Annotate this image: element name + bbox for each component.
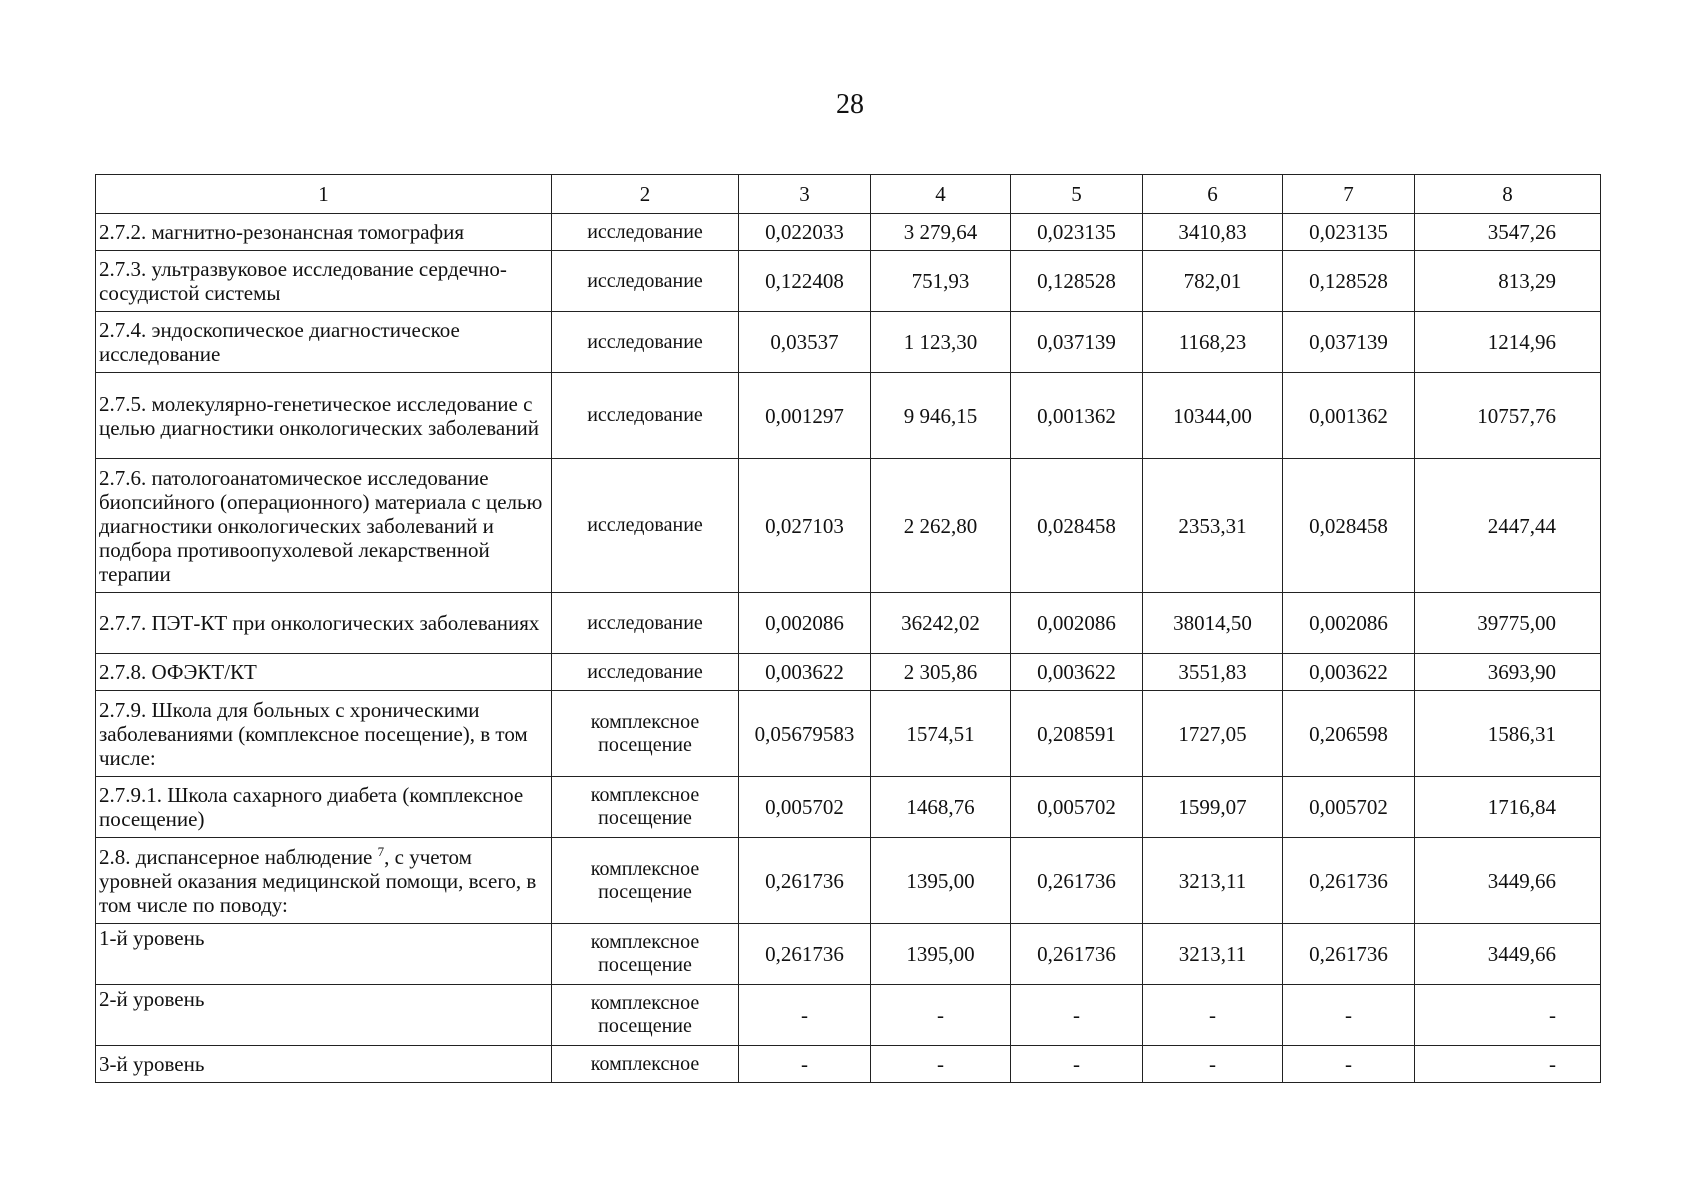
value-cell: 10344,00 bbox=[1143, 373, 1283, 459]
value-cell: 0,001362 bbox=[1283, 373, 1415, 459]
table-row bbox=[96, 924, 1601, 985]
value-cell: 39775,00 bbox=[1415, 593, 1601, 654]
value-cell: 1586,31 bbox=[1415, 691, 1601, 777]
column-header: 8 bbox=[1415, 175, 1601, 214]
column-header: 2 bbox=[552, 175, 739, 214]
value-cell: 0,001362 bbox=[1011, 373, 1143, 459]
value-cell: 3693,90 bbox=[1415, 654, 1601, 691]
table-row bbox=[96, 593, 1601, 654]
row-name: 2-й уровень bbox=[96, 985, 552, 1046]
value-cell: - bbox=[1011, 985, 1143, 1046]
row-name-start: 2.8. диспансерное наблюдение bbox=[99, 844, 378, 869]
value-cell: 0,261736 bbox=[1283, 924, 1415, 985]
row-name: 2.7.9.1. Школа сахарного диабета (комплексное посещение) bbox=[96, 777, 552, 838]
value-cell: 0,261736 bbox=[1011, 838, 1143, 924]
table-row bbox=[96, 1046, 1601, 1083]
value-cell: 751,93 bbox=[871, 251, 1011, 312]
row-unit: комплексное посещение bbox=[552, 924, 739, 985]
value-cell: - bbox=[1283, 985, 1415, 1046]
value-cell: 9 946,15 bbox=[871, 373, 1011, 459]
value-cell: 0,037139 bbox=[1011, 312, 1143, 373]
row-name: 2.7.3. ультразвуковое исследование сердечно-сосудистой системы bbox=[96, 251, 552, 312]
row-unit: комплексное посещение bbox=[552, 777, 739, 838]
value-cell: - bbox=[1415, 1046, 1601, 1083]
row-name: 2.7.6. патологоанатомическое исследование биопсийного (операционного) материала с целью диагностики онкологических заболеваний и подбора противоопухолевой лекарственной терапии bbox=[96, 459, 552, 593]
value-cell: 0,261736 bbox=[739, 838, 871, 924]
table-row bbox=[96, 985, 1601, 1046]
value-cell: 0,001297 bbox=[739, 373, 871, 459]
column-header: 6 bbox=[1143, 175, 1283, 214]
row-unit: комплексное посещение bbox=[552, 691, 739, 777]
value-cell: 0,261736 bbox=[1011, 924, 1143, 985]
row-name: 2.7.8. ОФЭКТ/КТ bbox=[96, 654, 552, 691]
value-cell: 0,05679583 bbox=[739, 691, 871, 777]
value-cell: 38014,50 bbox=[1143, 593, 1283, 654]
column-header: 5 bbox=[1011, 175, 1143, 214]
value-cell: 1468,76 bbox=[871, 777, 1011, 838]
value-cell: 0,003622 bbox=[1011, 654, 1143, 691]
value-cell: 0,022033 bbox=[739, 214, 871, 251]
table-row bbox=[96, 214, 1601, 251]
value-cell: 0,208591 bbox=[1011, 691, 1143, 777]
row-unit: исследование bbox=[552, 593, 739, 654]
value-cell: 0,261736 bbox=[1283, 838, 1415, 924]
value-cell: 0,128528 bbox=[1283, 251, 1415, 312]
value-cell: 782,01 bbox=[1143, 251, 1283, 312]
value-cell: 2 305,86 bbox=[871, 654, 1011, 691]
value-cell: - bbox=[871, 985, 1011, 1046]
table-row bbox=[96, 373, 1601, 459]
column-header: 1 bbox=[96, 175, 552, 214]
row-name: 2.7.5. молекулярно-генетическое исследование с целью диагностики онкологических заболеваний bbox=[96, 373, 552, 459]
value-cell: - bbox=[1283, 1046, 1415, 1083]
value-cell: 0,002086 bbox=[1011, 593, 1143, 654]
value-cell: 2 262,80 bbox=[871, 459, 1011, 593]
value-cell: 1599,07 bbox=[1143, 777, 1283, 838]
value-cell: 3551,83 bbox=[1143, 654, 1283, 691]
value-cell: - bbox=[1415, 985, 1601, 1046]
column-number-row bbox=[96, 175, 1601, 214]
tariff-table bbox=[95, 174, 1601, 1083]
row-name: 2.7.2. магнитно-резонансная томография bbox=[96, 214, 552, 251]
value-cell: 0,005702 bbox=[1011, 777, 1143, 838]
value-cell: 1214,96 bbox=[1415, 312, 1601, 373]
row-unit: комплексное посещение bbox=[552, 985, 739, 1046]
value-cell: 0,003622 bbox=[1283, 654, 1415, 691]
row-unit: исследование bbox=[552, 214, 739, 251]
value-cell: 0,023135 bbox=[1283, 214, 1415, 251]
value-cell: 0,002086 bbox=[1283, 593, 1415, 654]
value-cell: 0,023135 bbox=[1011, 214, 1143, 251]
table-row bbox=[96, 777, 1601, 838]
row-name: 2.7.4. эндоскопическое диагностическое исследование bbox=[96, 312, 552, 373]
value-cell: 1168,23 bbox=[1143, 312, 1283, 373]
value-cell: - bbox=[739, 985, 871, 1046]
value-cell: - bbox=[1011, 1046, 1143, 1083]
value-cell: 3213,11 bbox=[1143, 838, 1283, 924]
value-cell: 3410,83 bbox=[1143, 214, 1283, 251]
column-header: 7 bbox=[1283, 175, 1415, 214]
table-row bbox=[96, 312, 1601, 373]
value-cell: 1716,84 bbox=[1415, 777, 1601, 838]
value-cell: 1 123,30 bbox=[871, 312, 1011, 373]
value-cell: 0,005702 bbox=[739, 777, 871, 838]
row-unit: комплексное посещение bbox=[552, 838, 739, 924]
column-header: 3 bbox=[739, 175, 871, 214]
value-cell: 2353,31 bbox=[1143, 459, 1283, 593]
row-unit: исследование bbox=[552, 373, 739, 459]
value-cell: - bbox=[739, 1046, 871, 1083]
table-row bbox=[96, 654, 1601, 691]
value-cell: 3 279,64 bbox=[871, 214, 1011, 251]
value-cell: 0,027103 bbox=[739, 459, 871, 593]
value-cell: 3449,66 bbox=[1415, 838, 1601, 924]
value-cell: 0,261736 bbox=[739, 924, 871, 985]
table-row bbox=[96, 691, 1601, 777]
value-cell: 1395,00 bbox=[871, 838, 1011, 924]
row-unit: исследование bbox=[552, 251, 739, 312]
row-name: 2.7.7. ПЭТ-КТ при онкологических заболеваниях bbox=[96, 593, 552, 654]
row-name-end: , с учетом уровней оказания медицинской помощи, всего, в том числе по поводу: bbox=[99, 844, 537, 917]
value-cell: 0,128528 bbox=[1011, 251, 1143, 312]
footnote-mark: 7 bbox=[377, 843, 385, 859]
value-cell: - bbox=[1143, 985, 1283, 1046]
value-cell: 36242,02 bbox=[871, 593, 1011, 654]
value-cell: 0,028458 bbox=[1011, 459, 1143, 593]
value-cell: 3547,26 bbox=[1415, 214, 1601, 251]
row-unit: исследование bbox=[552, 654, 739, 691]
row-unit: комплексное bbox=[552, 1046, 739, 1083]
value-cell: 1574,51 bbox=[871, 691, 1011, 777]
value-cell: 0,122408 bbox=[739, 251, 871, 312]
value-cell: 0,028458 bbox=[1283, 459, 1415, 593]
value-cell: 0,037139 bbox=[1283, 312, 1415, 373]
row-unit: исследование bbox=[552, 459, 739, 593]
row-name: 2.7.9. Школа для больных с хроническими заболеваниями (комплексное посещение), в том числе: bbox=[96, 691, 552, 777]
value-cell: 0,003622 bbox=[739, 654, 871, 691]
value-cell: - bbox=[871, 1046, 1011, 1083]
table-row bbox=[96, 251, 1601, 312]
row-name: 1-й уровень bbox=[96, 924, 552, 985]
value-cell: 1395,00 bbox=[871, 924, 1011, 985]
value-cell: 2447,44 bbox=[1415, 459, 1601, 593]
value-cell: 0,002086 bbox=[739, 593, 871, 654]
value-cell: 3213,11 bbox=[1143, 924, 1283, 985]
row-name bbox=[96, 838, 552, 924]
value-cell: - bbox=[1143, 1046, 1283, 1083]
table-row bbox=[96, 459, 1601, 593]
value-cell: 1727,05 bbox=[1143, 691, 1283, 777]
value-cell: 813,29 bbox=[1415, 251, 1601, 312]
row-name: 3-й уровень bbox=[96, 1046, 552, 1083]
table-row bbox=[96, 838, 1601, 924]
page-number: 28 bbox=[836, 89, 864, 120]
value-cell: 0,03537 bbox=[739, 312, 871, 373]
value-cell: 3449,66 bbox=[1415, 924, 1601, 985]
value-cell: 0,005702 bbox=[1283, 777, 1415, 838]
column-header: 4 bbox=[871, 175, 1011, 214]
value-cell: 10757,76 bbox=[1415, 373, 1601, 459]
row-unit: исследование bbox=[552, 312, 739, 373]
value-cell: 0,206598 bbox=[1283, 691, 1415, 777]
